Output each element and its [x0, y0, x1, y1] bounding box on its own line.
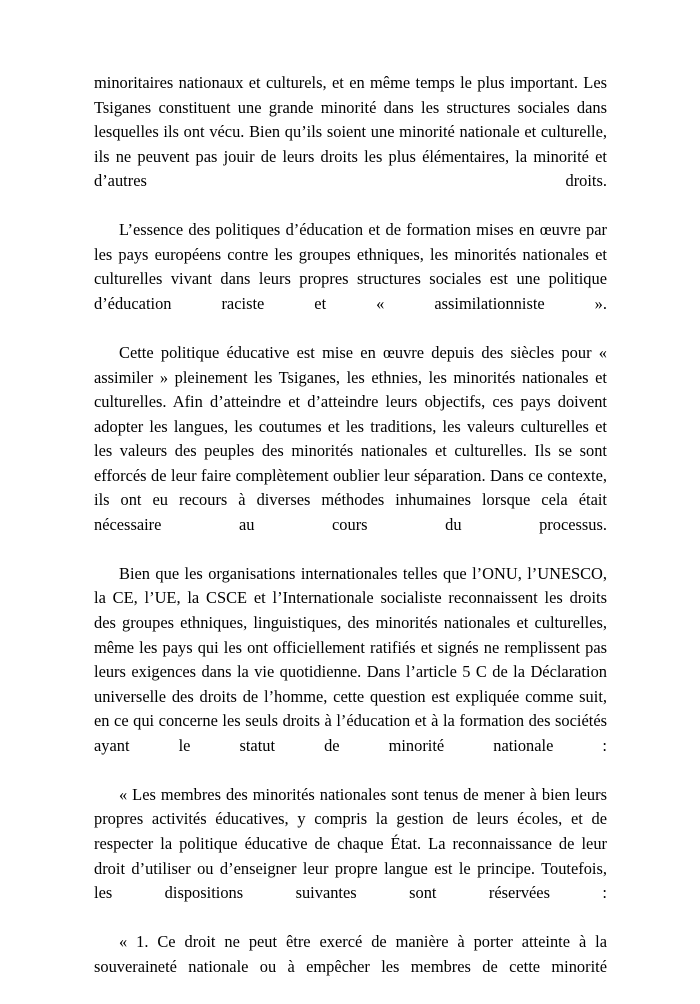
body-paragraph: « Les membres des minorités nationales sont tenus de mener à bien leurs propres activités éducatives, y compris la gestion de leurs écoles, et de respecter la politique éducative de chaque État. La reconnaissance de leur droit d’utiliser ou d’enseigner leur propre langue est le principe. Toutefois, les dispositions suivantes sont réservées :	[94, 784, 607, 903]
body-text-column	[94, 71, 607, 1004]
body-paragraph: Cette politique éducative est mise en œuvre depuis des siècles pour « assimiler » pleinement les Tsiganes, les ethnies, les minorités nationales et culturelles. Afin d’atteindre et d’atteindre leurs objectifs, ces pays doivent adopter les langues, les coutumes et les traditions, les valeurs culturelles et les valeurs des peuples des minorités nationales et culturelles. Ils se sont efforcés de leur faire complètement oublier leur séparation. Dans ce contexte, ils ont eu recours à diverses méthodes inhumaines lorsque cela était nécessaire au cours du processus.	[94, 343, 607, 534]
body-paragraph: L’essence des politiques d’éducation et de formation mises en œuvre par les pays européens contre les groupes ethniques, les minorités nationales et culturelles vivant dans leurs propres structures sociales est une politique d’éducation raciste et « assimilationniste ».	[94, 220, 607, 313]
body-paragraph: minoritaires nationaux et culturels, et en même temps le plus important. Les Tsiganes constituent une grande minorité dans les structures sociales dans lesquelles ils ont vécu. Bien qu’ils soient une minorité nationale et culturelle, ils ne peuvent pas jouir de leurs droits les plus élémentaires, la minorité et d’autres droits.	[94, 73, 607, 191]
body-paragraph: « 1. Ce droit ne peut être exercé de manière à porter atteinte à la souveraineté nationale ou à empêcher les membres de cette minorité	[94, 932, 607, 976]
body-paragraph: Bien que les organisations internationales telles que l’ONU, l’UNESCO, la CE, l’UE, la CSCE et l’Internationale socialiste reconnaissent les droits des groupes ethniques, linguistiques, des minorités nationales et culturelles, même les pays qui les ont officiellement ratifiés et signés ne remplissent pas leurs exigences dans la vie quotidienne. Dans l’article 5 C de la Déclaration universelle des droits de l’homme, cette question est expliquée comme suit, en ce qui concerne les seuls droits à l’éducation et à la formation des sociétés ayant le statut de minorité nationale :	[94, 563, 607, 755]
